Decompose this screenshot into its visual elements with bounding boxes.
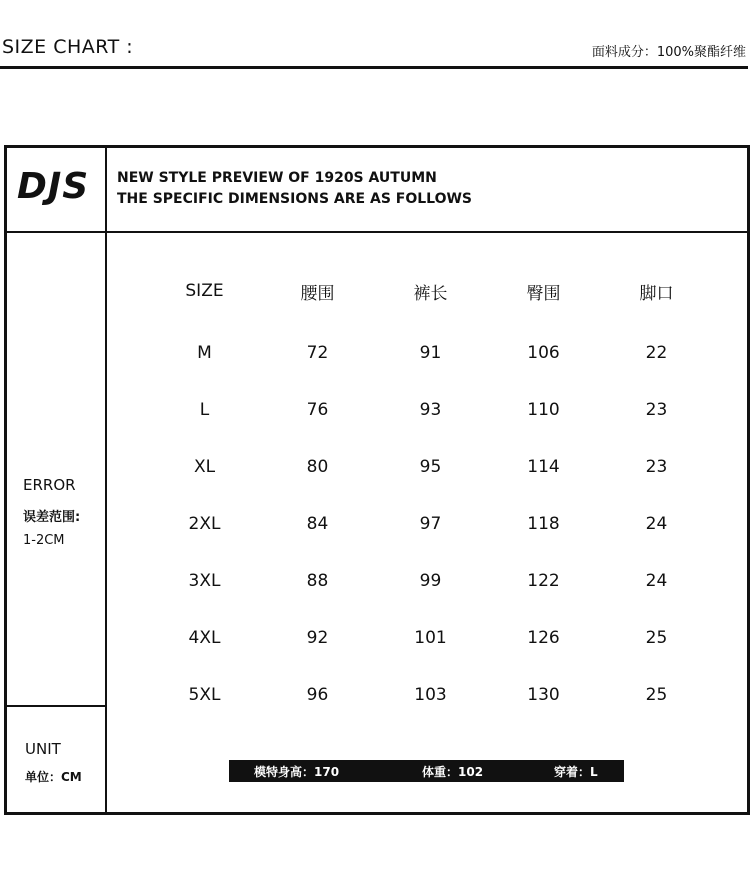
table-row: [148, 552, 713, 609]
table-cell: 95: [419, 456, 442, 477]
preview-line-2: THE SPECIFIC DIMENSIONS ARE AS FOLLOWS: [117, 191, 473, 207]
table-cell: 80: [306, 456, 329, 477]
error-range: 1-2CM: [23, 533, 65, 548]
table-cell: 91: [419, 342, 442, 363]
table-cell: 106: [527, 342, 560, 363]
table-cell: 126: [527, 627, 560, 648]
table-row: [148, 438, 713, 495]
table-cell: 76: [306, 399, 329, 420]
column-header: 腰围: [300, 283, 335, 304]
table-cell: 101: [414, 627, 447, 648]
unit-note: [25, 740, 105, 785]
table-cell: 4XL: [188, 627, 221, 648]
table-cell: 25: [645, 684, 668, 705]
table-cell: 122: [527, 570, 560, 591]
frame-top-divider: [7, 231, 747, 233]
size-table: [148, 258, 713, 723]
size-chart-frame: [4, 145, 750, 815]
preview-line-1: NEW STYLE PREVIEW OF 1920S AUTUMN: [117, 170, 437, 186]
model-info-bar: [229, 760, 624, 782]
error-cn-label: 误差范围:: [23, 510, 81, 525]
table-cell: 97: [419, 513, 442, 534]
table-cell: 93: [419, 399, 442, 420]
table-cell: 88: [306, 570, 329, 591]
table-cell: M: [197, 342, 212, 363]
table-cell: 24: [645, 570, 668, 591]
preview-text: [117, 168, 472, 210]
table-cell: 114: [527, 456, 560, 477]
table-cell: 118: [527, 513, 560, 534]
model-wearing-size: 穿着：L: [554, 765, 598, 779]
table-row: [148, 609, 713, 666]
table-cell: 72: [306, 342, 329, 363]
table-cell: 130: [527, 684, 560, 705]
frame-unit-divider: [7, 705, 105, 707]
error-label: ERROR: [23, 476, 76, 494]
header-divider: [0, 66, 748, 69]
table-cell: 5XL: [188, 684, 221, 705]
error-note: [23, 476, 103, 548]
table-header-row: [148, 258, 713, 324]
column-header: 脚口: [639, 283, 674, 304]
table-row: [148, 381, 713, 438]
table-cell: 92: [306, 627, 329, 648]
table-cell: L: [199, 399, 210, 420]
table-cell: 22: [645, 342, 668, 363]
table-cell: 110: [527, 399, 560, 420]
table-cell: 96: [306, 684, 329, 705]
size-chart-title: SIZE CHART :: [2, 36, 134, 58]
table-cell: 23: [645, 456, 668, 477]
table-cell: 84: [306, 513, 329, 534]
table-cell: 23: [645, 399, 668, 420]
column-header: SIZE: [185, 281, 224, 301]
frame-vertical-divider: [105, 148, 107, 812]
table-cell: 3XL: [188, 570, 221, 591]
table-cell: 99: [419, 570, 442, 591]
table-cell: 2XL: [188, 513, 221, 534]
unit-cn-label: 单位：CM: [25, 770, 82, 784]
table-row: [148, 666, 713, 723]
table-cell: 24: [645, 513, 668, 534]
table-cell: 103: [414, 684, 447, 705]
table-row: [148, 324, 713, 381]
table-row: [148, 495, 713, 552]
fabric-composition: 面料成分：100%聚酯纤维: [591, 45, 746, 60]
brand-logo: DJS: [17, 166, 90, 207]
column-header: 裤长: [413, 283, 448, 304]
model-height: 模特身高：170: [254, 765, 340, 779]
model-weight: 体重：102: [422, 765, 484, 779]
table-cell: XL: [193, 456, 216, 477]
column-header: 臀围: [526, 283, 561, 304]
unit-label: UNIT: [25, 740, 61, 758]
table-cell: 25: [645, 627, 668, 648]
